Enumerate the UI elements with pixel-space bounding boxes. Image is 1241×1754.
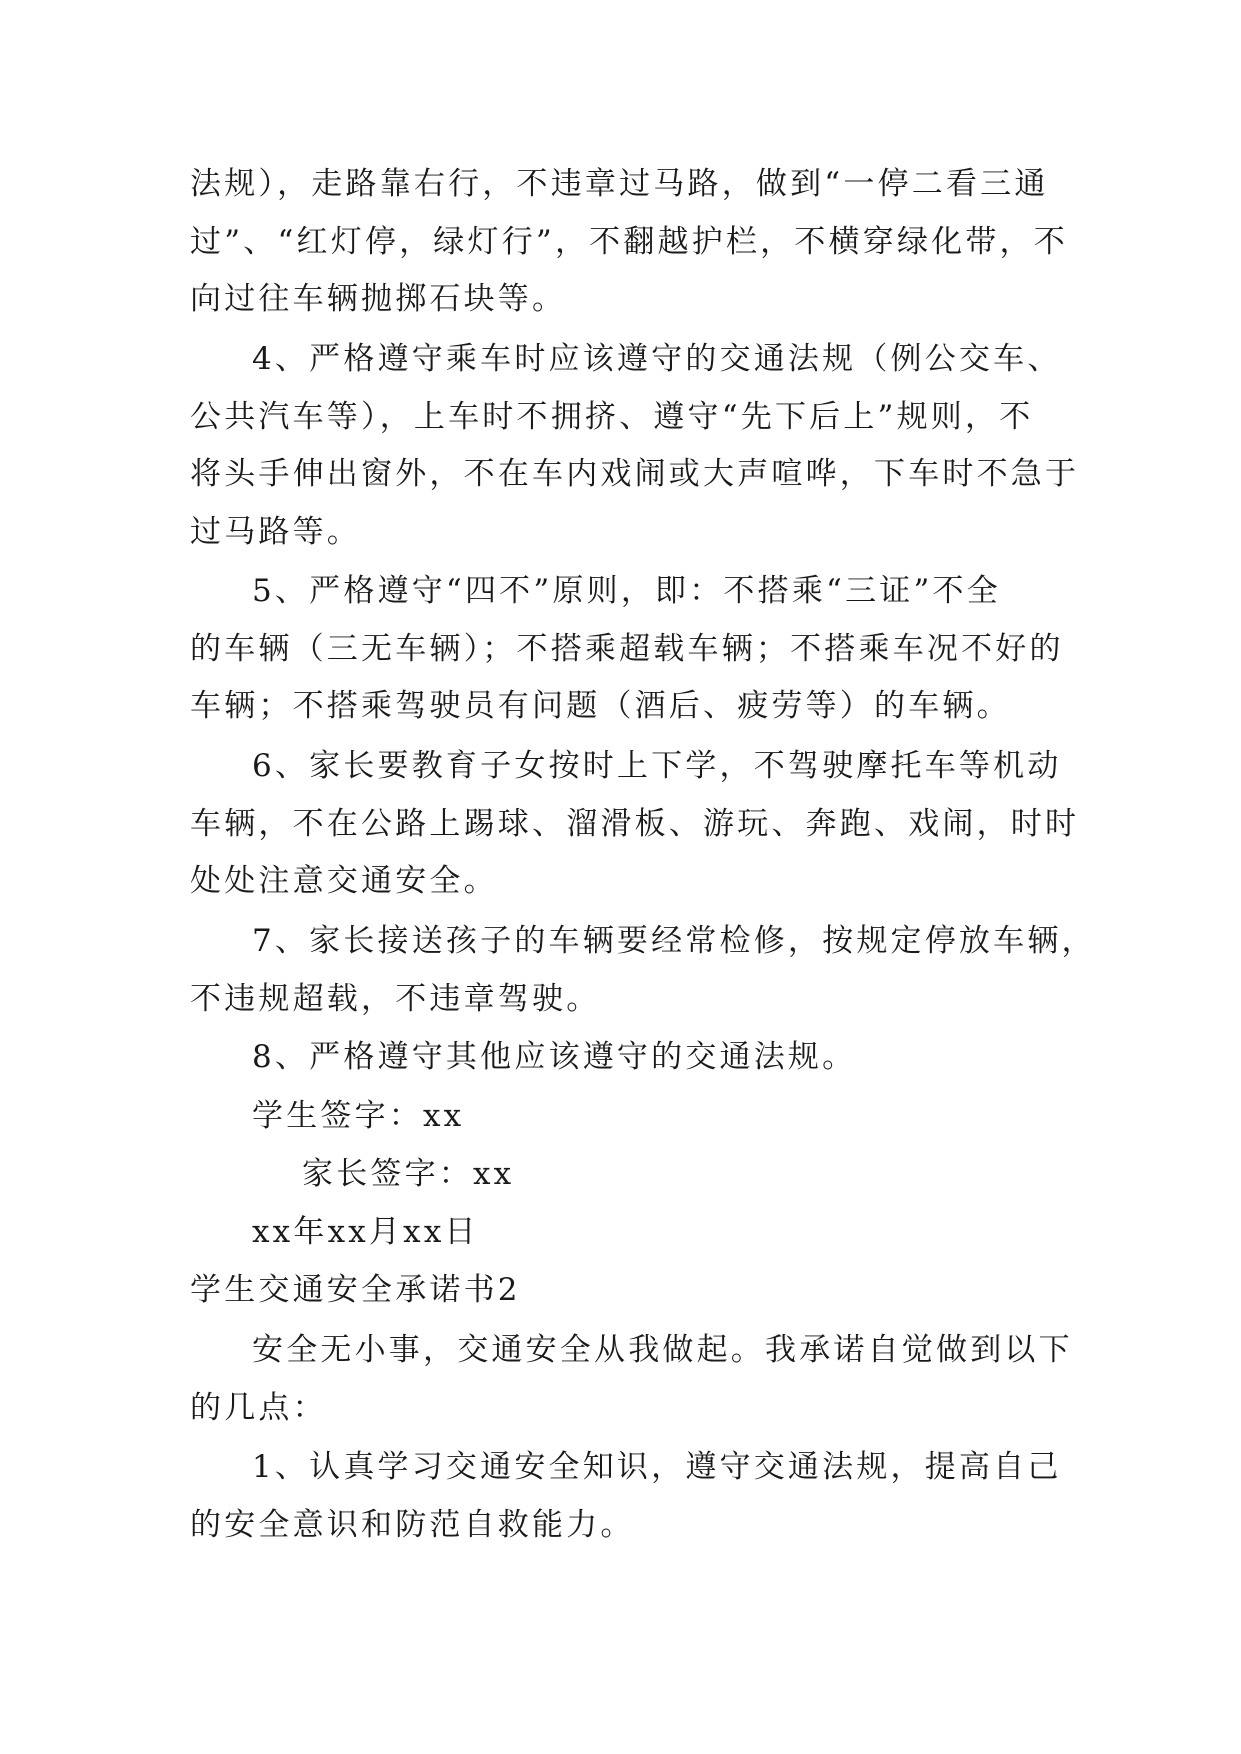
body-line: 向过往车辆抛掷石块等。	[190, 281, 567, 317]
section-title: 学生交通安全承诺书2	[190, 1272, 521, 1308]
body-line: 将头手伸出窗外，不在车内戏闹或大声喧哗，下车时不急于	[190, 456, 1080, 492]
body-line: 1、认真学习交通安全知识，遵守交通法规，提高自己	[252, 1449, 1062, 1485]
body-line: 4、严格遵守乘车时应该遵守的交通法规（例公交车、	[252, 341, 1062, 377]
body-line: 过”、“红灯停，绿灯行”，不翻越护栏，不横穿绿化带，不	[190, 224, 1068, 260]
body-line: 车辆，不在公路上踢球、溜滑板、游玩、奔跑、戏闹，时时	[190, 806, 1080, 842]
body-line: 车辆；不搭乘驾驶员有问题（酒后、疲劳等）的车辆。	[190, 688, 1011, 724]
body-line: 的车辆（三无车辆）；不搭乘超载车辆；不搭乘车况不好的	[190, 631, 1064, 667]
parent-signature: 家长签字：xx	[302, 1156, 515, 1192]
body-line: 7、家长接送孩子的车辆要经常检修，按规定停放车辆，	[252, 923, 1096, 959]
body-line: 处处注意交通安全。	[190, 863, 498, 899]
body-line: 过马路等。	[190, 514, 361, 550]
body-line: 法规），走路靠右行，不违章过马路，做到“一停二看三通	[190, 166, 1049, 202]
body-line: 公共汽车等），上车时不拥挤、遵守“先下后上”规则，不	[190, 399, 1034, 435]
body-line: 6、家长要教育子女按时上下学，不驾驶摩托车等机动	[252, 748, 1062, 784]
student-signature: 学生签字：xx	[252, 1098, 465, 1134]
body-line: 不违规超载，不违章驾驶。	[190, 981, 601, 1017]
body-line: 的安全意识和防范自救能力。	[190, 1507, 635, 1543]
body-line: 的几点：	[190, 1390, 327, 1426]
body-line: 5、严格遵守“四不”原则，即：不搭乘“三证”不全	[252, 573, 1001, 609]
signature-date: xx年xx月xx日	[252, 1214, 479, 1250]
body-line: 安全无小事，交通安全从我做起。我承诺自觉做到以下	[252, 1332, 1073, 1368]
body-line: 8、严格遵守其他应该遵守的交通法规。	[252, 1039, 857, 1075]
